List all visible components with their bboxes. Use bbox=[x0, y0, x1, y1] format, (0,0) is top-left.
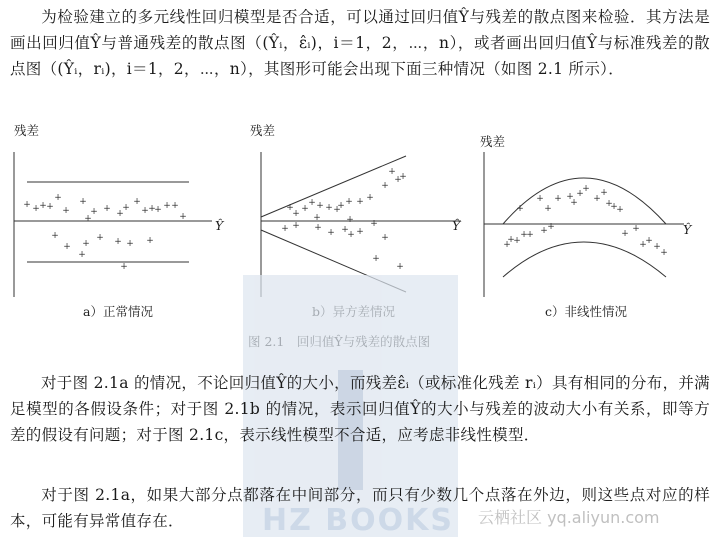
paragraph-intro: 为检验建立的多元线性回归模型是否合适，可以通过回归值Ŷ与残差的散点图来检验．其方法是画出回归值Ŷ与普通残差的散点图（(Ŷᵢ，ε̂ᵢ)，i＝1，2，⋯，n），或者画出回归值Ŷ与标准残差的散点图（(Ŷᵢ，rᵢ)，i＝1，2，⋯，n），其图形可能会出现下面三种情况（如图 2.1 所示）． bbox=[10, 8, 710, 78]
pts-c-marker: + bbox=[605, 199, 613, 209]
pts-b-marker: + bbox=[292, 209, 300, 219]
pts-c-marker: + bbox=[621, 229, 629, 239]
pts-c-marker: + bbox=[526, 230, 534, 240]
pts-a-marker: + bbox=[78, 250, 86, 260]
pts-a-marker: + bbox=[116, 209, 124, 219]
pts-b-marker: + bbox=[337, 201, 345, 211]
pts-a-marker: + bbox=[114, 237, 122, 247]
panel-c bbox=[480, 134, 693, 319]
pts-a-marker: + bbox=[179, 212, 187, 222]
pts-a-marker: + bbox=[23, 200, 31, 210]
pts-c-marker: + bbox=[570, 198, 578, 208]
pts-b-marker: + bbox=[347, 230, 355, 240]
site-watermark: 云栖社区 yq.aliyun.com bbox=[478, 508, 660, 527]
pts-b-marker: + bbox=[381, 233, 389, 243]
pts-a-marker: + bbox=[54, 193, 62, 203]
pts-a-marker: + bbox=[148, 204, 156, 214]
pts-a-marker: + bbox=[126, 239, 134, 249]
pts-a-marker: + bbox=[103, 204, 111, 214]
pts-a-marker: + bbox=[171, 201, 179, 211]
pts-c-marker: + bbox=[616, 205, 624, 215]
panel-a-ylabel: 残差 bbox=[14, 123, 40, 138]
pts-c-marker: + bbox=[653, 242, 661, 252]
pts-a-marker: + bbox=[163, 201, 171, 211]
pts-c-marker: + bbox=[503, 240, 511, 250]
paragraph-outliers: 对于图 2.1a，如果大部分点都落在中间部分，而只有少数几个点落在外边，则这些点对应的样本，可能有异常值存在． bbox=[10, 486, 710, 530]
panel-c-ylabel: 残差 bbox=[480, 134, 506, 149]
pts-c-marker: + bbox=[593, 194, 601, 204]
pts-b-marker: + bbox=[341, 225, 349, 235]
pts-a-marker: + bbox=[133, 197, 141, 207]
pts-b-marker: + bbox=[316, 201, 324, 211]
pts-c-marker: + bbox=[544, 204, 552, 214]
pts-b-marker: + bbox=[308, 198, 316, 208]
pts-b-marker: + bbox=[381, 181, 389, 191]
pts-c-marker: + bbox=[554, 194, 562, 204]
pts-c-marker: + bbox=[610, 202, 618, 212]
pts-b-marker: + bbox=[346, 215, 354, 225]
pts-b-marker: + bbox=[366, 193, 374, 203]
pts-b-marker: + bbox=[370, 219, 378, 229]
pts-b-marker: + bbox=[388, 167, 396, 177]
pts-a-marker: + bbox=[84, 214, 92, 224]
pts-a-marker: + bbox=[46, 202, 54, 212]
pts-b-marker: + bbox=[356, 197, 364, 207]
pts-b-marker: + bbox=[301, 204, 309, 214]
pts-c-marker: + bbox=[632, 224, 640, 234]
pts-a-marker: + bbox=[62, 206, 70, 216]
pts-b-marker: + bbox=[313, 213, 321, 223]
pts-a-marker: + bbox=[39, 201, 47, 211]
pts-c-marker: + bbox=[645, 236, 653, 246]
pts-a-marker: + bbox=[122, 203, 130, 213]
panel-b-ylabel: 残差 bbox=[250, 123, 276, 138]
pts-b-marker: + bbox=[394, 175, 402, 185]
pts-b-marker: + bbox=[314, 223, 322, 233]
pts-b-marker: + bbox=[281, 224, 289, 234]
pts-c-marker: + bbox=[547, 222, 555, 232]
paragraph-interpretation: 对于图 2.1a 的情况，不论回归值Ŷ的大小，而残差ε̂ᵢ（或标准化残差 rᵢ）具有相同的分布，并满足模型的各假设条件；对于图 2.1b 的情况，表示回归值Ŷ的大小与残差的波动大小有关系，即等方差的假设有问题；对于图 2.1c，表示线性模型不合适，应考虑非线性模型． bbox=[10, 374, 710, 444]
hz-books-watermark-text: HZ BOOKS bbox=[262, 503, 455, 538]
pts-c-marker: + bbox=[582, 184, 590, 194]
pts-a-marker: + bbox=[146, 236, 154, 246]
pts-a-marker: + bbox=[96, 233, 104, 243]
pts-b-marker: + bbox=[325, 203, 333, 213]
pts-a-marker: + bbox=[154, 205, 162, 215]
panel-a-subcaption: a）正常情况 bbox=[83, 304, 153, 319]
pts-c-marker: + bbox=[516, 204, 524, 214]
panel-b-xlabel: Ŷ bbox=[452, 218, 461, 233]
panel-a-points bbox=[23, 193, 187, 272]
pts-b-marker: + bbox=[333, 205, 341, 215]
pts-b-marker: + bbox=[356, 227, 364, 237]
pts-a-marker: + bbox=[51, 231, 59, 241]
pts-a-marker: + bbox=[79, 197, 87, 207]
pts-c-marker: + bbox=[639, 240, 647, 250]
pts-a-marker: + bbox=[63, 242, 71, 252]
pts-c-marker: + bbox=[600, 188, 608, 198]
pts-a-marker: + bbox=[32, 204, 40, 214]
pts-a-marker: + bbox=[141, 206, 149, 216]
pts-b-marker: + bbox=[345, 197, 353, 207]
pts-b-marker: + bbox=[399, 172, 407, 182]
pts-a-marker: + bbox=[120, 262, 128, 272]
pts-b-marker: + bbox=[286, 203, 294, 213]
pts-c-marker: + bbox=[507, 235, 515, 245]
panel-a-xlabel: Ŷ bbox=[215, 218, 224, 233]
pts-b-marker: + bbox=[396, 262, 404, 272]
pts-c-marker: + bbox=[520, 230, 528, 240]
pts-c-marker: + bbox=[536, 194, 544, 204]
pts-c-marker: + bbox=[566, 192, 574, 202]
pts-a-marker: + bbox=[82, 239, 90, 249]
pts-c-marker: + bbox=[540, 226, 548, 236]
pts-c-marker: + bbox=[660, 248, 668, 258]
panel-c-subcaption: c）非线性情况 bbox=[545, 304, 628, 319]
pts-b-marker: + bbox=[327, 228, 335, 238]
pts-c-marker: + bbox=[513, 236, 521, 246]
panel-c-xlabel: Ŷ bbox=[683, 222, 692, 237]
pts-c-marker: + bbox=[576, 189, 584, 199]
pts-b-marker: + bbox=[372, 254, 380, 264]
panel-a bbox=[14, 123, 225, 319]
panel-b-points bbox=[281, 167, 407, 272]
pts-b-marker: + bbox=[292, 221, 300, 231]
panel-c-points bbox=[503, 184, 668, 258]
pts-a-marker: + bbox=[90, 207, 98, 217]
